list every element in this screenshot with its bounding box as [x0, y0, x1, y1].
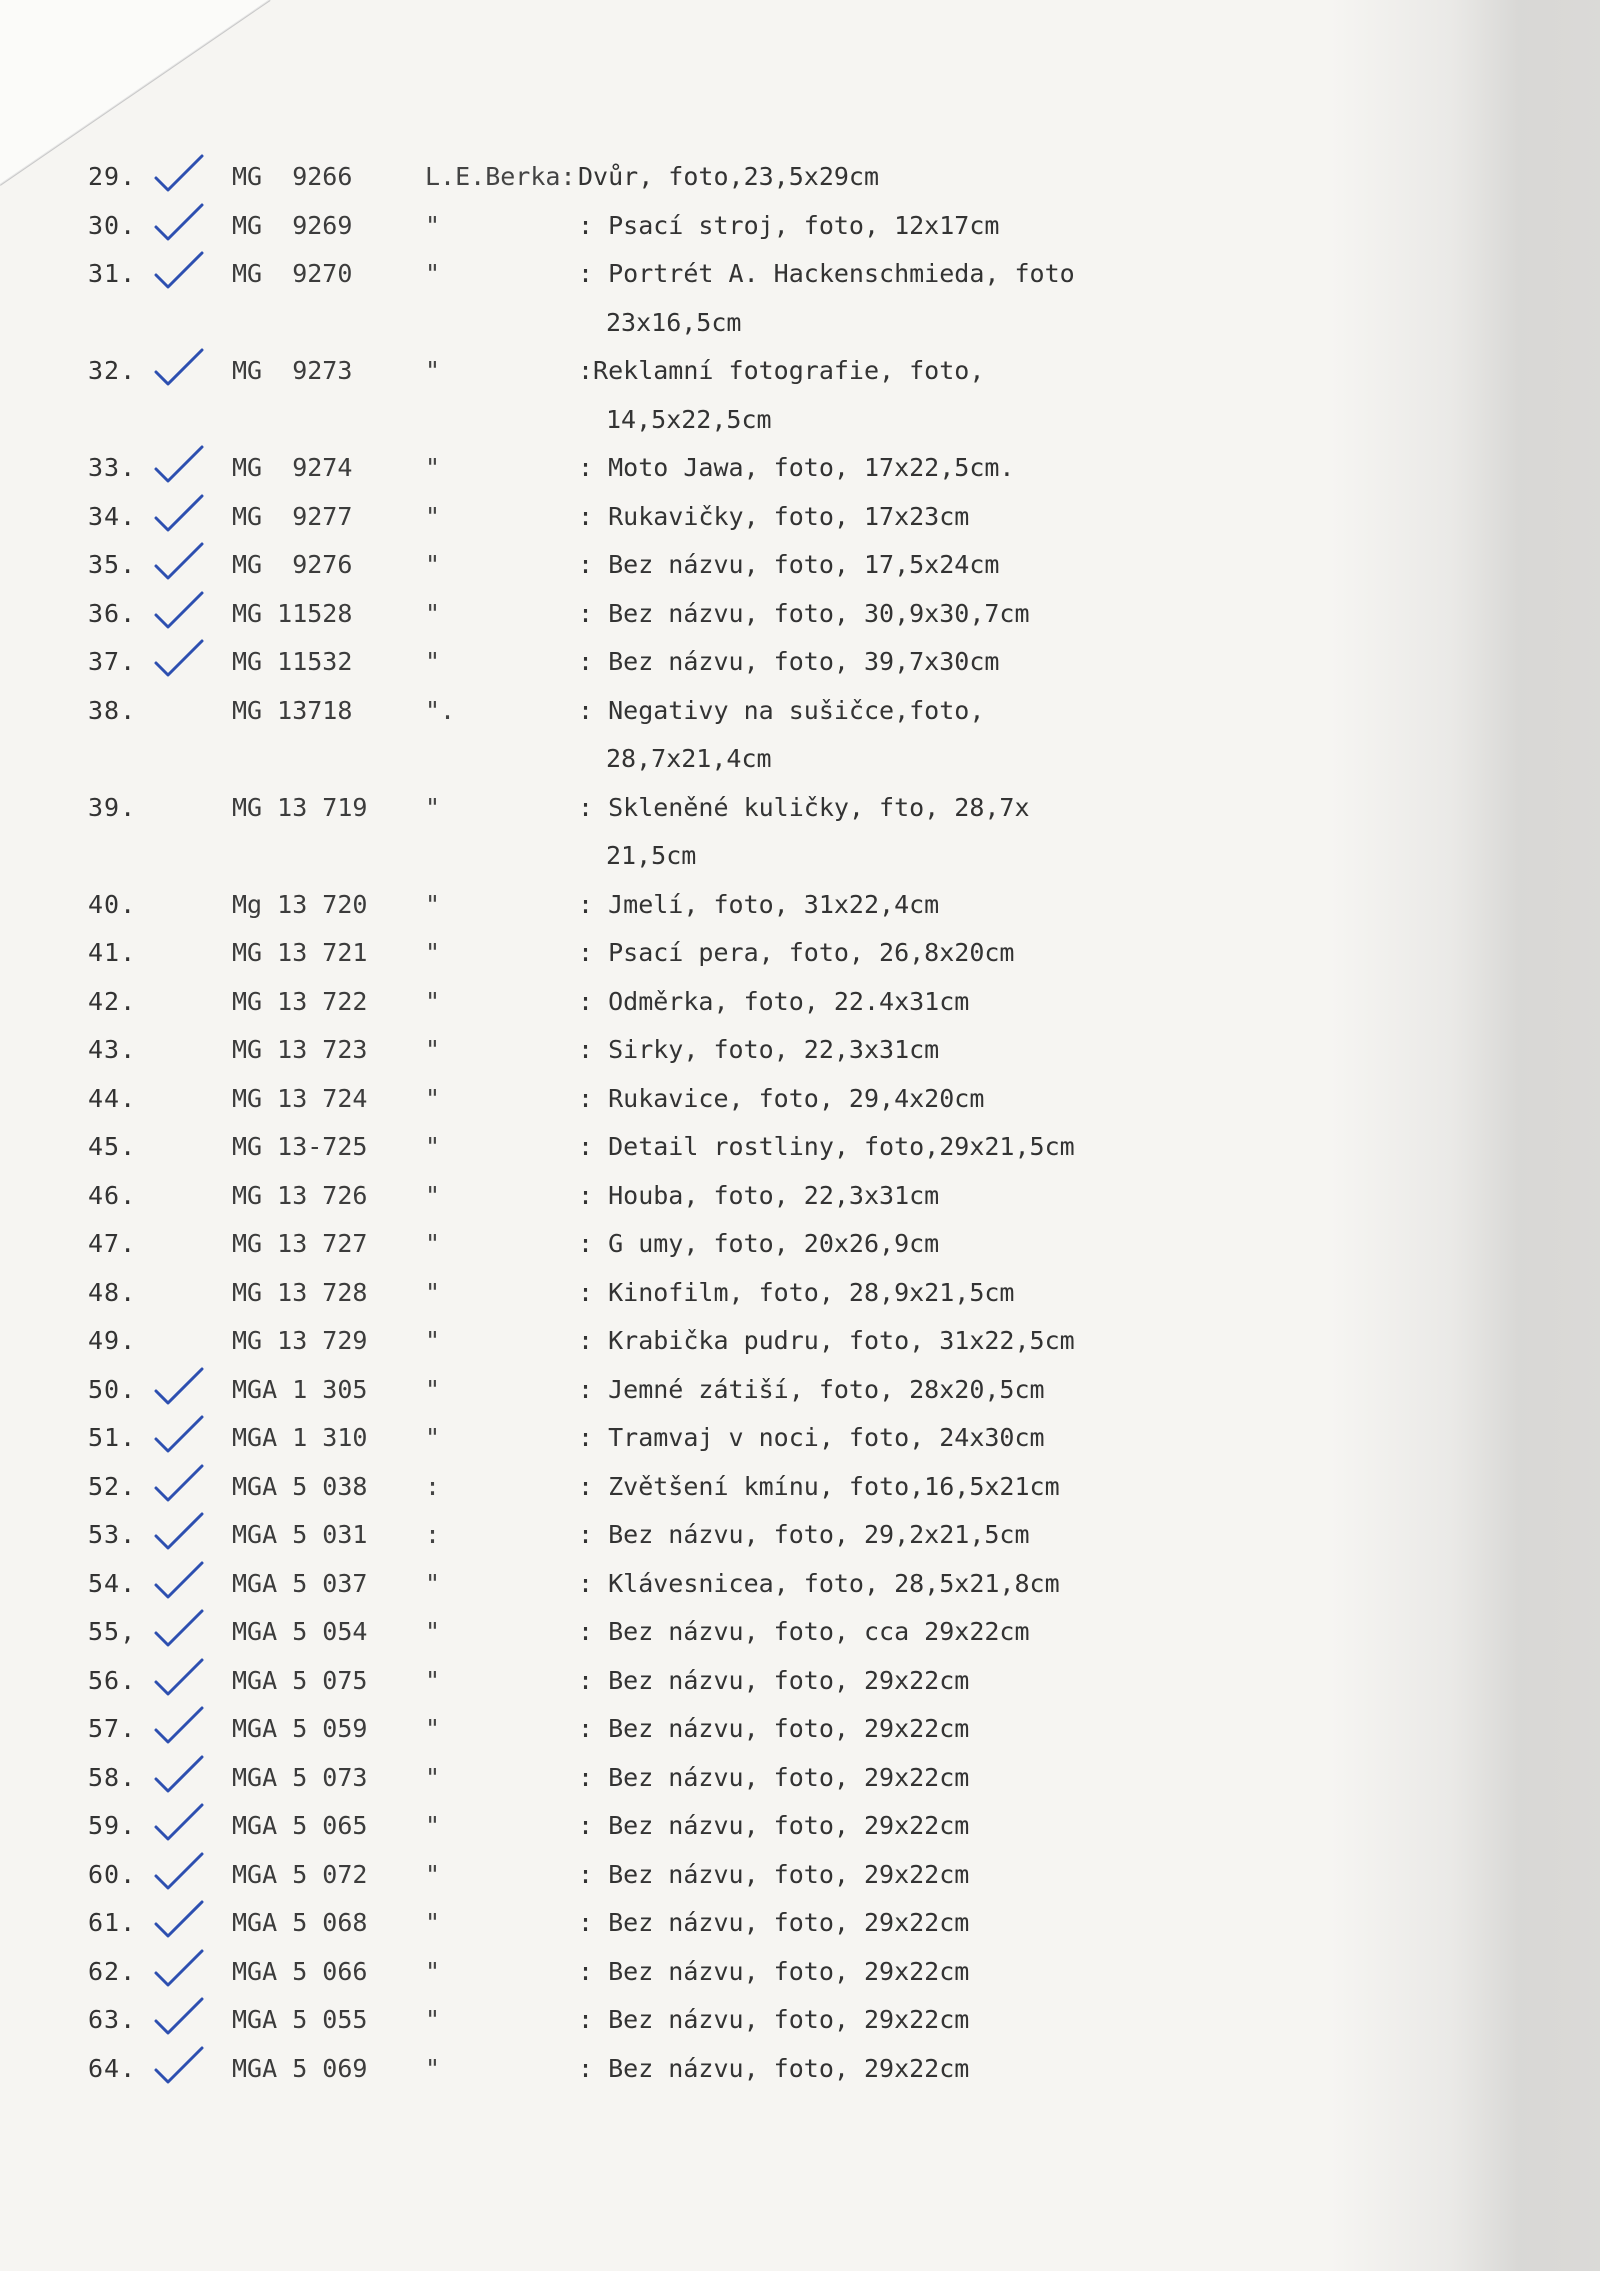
entry-number: 55,	[88, 1617, 137, 1646]
checkmark-icon	[150, 1801, 210, 1845]
checkmark-icon	[150, 1898, 210, 1942]
entry-number: 61.	[88, 1908, 137, 1937]
entry-description: : Rukavičky, foto, 17x23cm	[578, 502, 970, 531]
entry-description: : Skleněné kuličky, fto, 28,7x	[578, 793, 1030, 822]
entry-number: 52.	[88, 1472, 137, 1501]
entry-description: : Bez názvu, foto, 29x22cm	[578, 1714, 970, 1743]
author-mark: "	[425, 2054, 441, 2083]
catalog-number: MG 9266	[232, 162, 353, 191]
catalog-number: MGA 5 059	[232, 1714, 368, 1743]
author-mark: "	[425, 1181, 441, 1210]
author-mark: "	[425, 1617, 441, 1646]
catalog-number: MGA 5 037	[232, 1569, 368, 1598]
author-mark: "	[425, 1714, 441, 1743]
checkmark-icon	[150, 346, 210, 390]
checkmark-icon	[150, 152, 210, 196]
catalog-number: MGA 1 305	[232, 1375, 368, 1404]
author-mark: L.E.Berka:	[425, 162, 576, 191]
entry-description: : Bez názvu, foto, 29x22cm	[578, 1860, 970, 1889]
catalog-number: MGA 5 072	[232, 1860, 368, 1889]
entry-description-continued: 14,5x22,5cm	[606, 405, 772, 434]
entry-description: : Houba, foto, 22,3x31cm	[578, 1181, 940, 1210]
entry-number: 54.	[88, 1569, 137, 1598]
author-mark: :	[425, 1520, 441, 1549]
entry-number: 59.	[88, 1811, 137, 1840]
catalog-number: MG 9274	[232, 453, 353, 482]
catalog-number: MG 13 729	[232, 1326, 368, 1355]
entry-number: 53.	[88, 1520, 137, 1549]
catalog-number: MG 13 727	[232, 1229, 368, 1258]
checkmark-icon	[150, 1704, 210, 1748]
entry-number: 39.	[88, 793, 137, 822]
checkmark-icon	[150, 1559, 210, 1603]
entry-number: 58.	[88, 1763, 137, 1792]
entry-number: 49.	[88, 1326, 137, 1355]
entry-number: 42.	[88, 987, 137, 1016]
catalog-number: MGA 5 075	[232, 1666, 368, 1695]
catalog-number: MG 13 723	[232, 1035, 368, 1064]
entry-number: 41.	[88, 938, 137, 967]
catalog-number: MGA 5 038	[232, 1472, 368, 1501]
entry-number: 44.	[88, 1084, 137, 1113]
author-mark: "	[425, 1860, 441, 1889]
author-mark: "	[425, 1957, 441, 1986]
catalog-number: MGA 5 054	[232, 1617, 368, 1646]
entry-number: 47.	[88, 1229, 137, 1258]
author-mark: "	[425, 1811, 441, 1840]
entry-description: : Odměrka, foto, 22.4x31cm	[578, 987, 970, 1016]
entry-description: : Bez názvu, foto, 29,2x21,5cm	[578, 1520, 1030, 1549]
entry-number: 35.	[88, 550, 137, 579]
entry-description: : Portrét A. Hackenschmieda, foto	[578, 259, 1075, 288]
checkmark-icon	[150, 1850, 210, 1894]
checkmark-icon	[150, 1947, 210, 1991]
author-mark: "	[425, 793, 441, 822]
catalog-number: MGA 5 069	[232, 2054, 368, 2083]
catalog-number: MGA 5 073	[232, 1763, 368, 1792]
entry-description: : Sirky, foto, 22,3x31cm	[578, 1035, 940, 1064]
catalog-number: MG 11528	[232, 599, 353, 628]
author-mark: "	[425, 1423, 441, 1452]
entry-number: 37.	[88, 647, 137, 676]
entry-description: : Bez názvu, foto, 29x22cm	[578, 1957, 970, 1986]
entry-description: : Rukavice, foto, 29,4x20cm	[578, 1084, 985, 1113]
entry-number: 36.	[88, 599, 137, 628]
checkmark-icon	[150, 637, 210, 681]
checkmark-icon	[150, 1365, 210, 1409]
entry-number: 60.	[88, 1860, 137, 1889]
entry-description: : Detail rostliny, foto,29x21,5cm	[578, 1132, 1075, 1161]
entry-number: 64.	[88, 2054, 137, 2083]
entry-description-continued: 21,5cm	[606, 841, 697, 870]
entry-description: : Tramvaj v noci, foto, 24x30cm	[578, 1423, 1045, 1452]
catalog-number: MGA 5 068	[232, 1908, 368, 1937]
catalog-number: MG 13718	[232, 696, 353, 725]
author-mark: "	[425, 356, 441, 385]
entry-number: 38.	[88, 696, 137, 725]
author-mark: "	[425, 987, 441, 1016]
author-mark: "	[425, 938, 441, 967]
catalog-number: MG 11532	[232, 647, 353, 676]
entry-description: : Bez názvu, foto, 29x22cm	[578, 1666, 970, 1695]
entry-description: : Zvětšení kmínu, foto,16,5x21cm	[578, 1472, 1060, 1501]
catalog-number: Mg 13 720	[232, 890, 368, 919]
entry-number: 48.	[88, 1278, 137, 1307]
author-mark: "	[425, 1132, 441, 1161]
entry-number: 45.	[88, 1132, 137, 1161]
catalog-number: MG 9276	[232, 550, 353, 579]
checkmark-icon	[150, 2044, 210, 2088]
author-mark: ".	[425, 696, 456, 725]
entry-description: : Jmelí, foto, 31x22,4cm	[578, 890, 940, 919]
author-mark: "	[425, 2005, 441, 2034]
entry-number: 34.	[88, 502, 137, 531]
catalog-number: MG 9277	[232, 502, 353, 531]
author-mark: "	[425, 1229, 441, 1258]
catalog-number: MG 13-725	[232, 1132, 368, 1161]
entry-description: : Bez názvu, foto, 29x22cm	[578, 1763, 970, 1792]
catalog-number: MGA 5 065	[232, 1811, 368, 1840]
entry-number: 57.	[88, 1714, 137, 1743]
entry-description: : Krabička pudru, foto, 31x22,5cm	[578, 1326, 1075, 1355]
entry-description: : Bez názvu, foto, 29x22cm	[578, 1908, 970, 1937]
author-mark: "	[425, 211, 441, 240]
author-mark: "	[425, 1278, 441, 1307]
catalog-number: MG 9270	[232, 259, 353, 288]
author-mark: "	[425, 1035, 441, 1064]
catalog-number: MG 13 722	[232, 987, 368, 1016]
catalog-number: MG 9269	[232, 211, 353, 240]
entry-number: 46.	[88, 1181, 137, 1210]
checkmark-icon	[150, 492, 210, 536]
catalog-number: MG 13 719	[232, 793, 368, 822]
checkmark-icon	[150, 249, 210, 293]
catalog-number: MG 13 726	[232, 1181, 368, 1210]
entry-description: : G umy, foto, 20x26,9cm	[578, 1229, 940, 1258]
checkmark-icon	[150, 1510, 210, 1554]
entry-number: 33.	[88, 453, 137, 482]
checkmark-icon	[150, 1995, 210, 2039]
checkmark-icon	[150, 589, 210, 633]
catalog-number: MG 13 724	[232, 1084, 368, 1113]
author-mark: "	[425, 1084, 441, 1113]
entry-description: : Negativy na sušičce,foto,	[578, 696, 985, 725]
entry-description: : Bez názvu, foto, 29x22cm	[578, 1811, 970, 1840]
author-mark: "	[425, 453, 441, 482]
author-mark: "	[425, 259, 441, 288]
checkmark-icon	[150, 1462, 210, 1506]
author-mark: "	[425, 890, 441, 919]
author-mark: "	[425, 502, 441, 531]
author-mark: "	[425, 1569, 441, 1598]
author-mark: "	[425, 1326, 441, 1355]
entry-number: 43.	[88, 1035, 137, 1064]
entry-description: Dvůr, foto,23,5x29cm	[578, 162, 880, 191]
entry-description-continued: 28,7x21,4cm	[606, 744, 772, 773]
entry-number: 56.	[88, 1666, 137, 1695]
catalog-number: MGA 5 066	[232, 1957, 368, 1986]
entry-description: : Bez názvu, foto, 17,5x24cm	[578, 550, 1000, 579]
entry-description: : Bez názvu, foto, 29x22cm	[578, 2005, 970, 2034]
entry-description: :Reklamní fotografie, foto,	[578, 356, 985, 385]
scan-shading	[1330, 0, 1600, 2271]
author-mark: :	[425, 1472, 441, 1501]
entry-description: : Klávesnicea, foto, 28,5x21,8cm	[578, 1569, 1060, 1598]
entry-number: 51.	[88, 1423, 137, 1452]
catalog-number: MG 9273	[232, 356, 353, 385]
author-mark: "	[425, 1763, 441, 1792]
entry-number: 63.	[88, 2005, 137, 2034]
author-mark: "	[425, 1375, 441, 1404]
entry-description: : Kinofilm, foto, 28,9x21,5cm	[578, 1278, 1015, 1307]
catalog-number: MGA 1 310	[232, 1423, 368, 1452]
catalog-number: MGA 5 055	[232, 2005, 368, 2034]
entry-description: : Psací pera, foto, 26,8x20cm	[578, 938, 1015, 967]
entry-description: : Bez názvu, foto, cca 29x22cm	[578, 1617, 1030, 1646]
entry-number: 30.	[88, 211, 137, 240]
author-mark: "	[425, 647, 441, 676]
entry-number: 31.	[88, 259, 137, 288]
entry-number: 29.	[88, 162, 137, 191]
checkmark-icon	[150, 1607, 210, 1651]
entry-description: : Psací stroj, foto, 12x17cm	[578, 211, 1000, 240]
entry-description-continued: 23x16,5cm	[606, 308, 742, 337]
entry-description: : Bez názvu, foto, 29x22cm	[578, 2054, 970, 2083]
entry-description: : Bez názvu, foto, 39,7x30cm	[578, 647, 1000, 676]
entry-description: : Jemné zátiší, foto, 28x20,5cm	[578, 1375, 1045, 1404]
entry-number: 62.	[88, 1957, 137, 1986]
checkmark-icon	[150, 443, 210, 487]
checkmark-icon	[150, 201, 210, 245]
catalog-number: MG 13 721	[232, 938, 368, 967]
entry-number: 32.	[88, 356, 137, 385]
catalog-number: MGA 5 031	[232, 1520, 368, 1549]
checkmark-icon	[150, 540, 210, 584]
entry-description: : Bez názvu, foto, 30,9x30,7cm	[578, 599, 1030, 628]
entry-number: 50.	[88, 1375, 137, 1404]
entry-number: 40.	[88, 890, 137, 919]
checkmark-icon	[150, 1413, 210, 1457]
catalog-number: MG 13 728	[232, 1278, 368, 1307]
checkmark-icon	[150, 1656, 210, 1700]
checkmark-icon	[150, 1753, 210, 1797]
author-mark: "	[425, 1666, 441, 1695]
author-mark: "	[425, 550, 441, 579]
author-mark: "	[425, 599, 441, 628]
entry-description: : Moto Jawa, foto, 17x22,5cm.	[578, 453, 1015, 482]
author-mark: "	[425, 1908, 441, 1937]
